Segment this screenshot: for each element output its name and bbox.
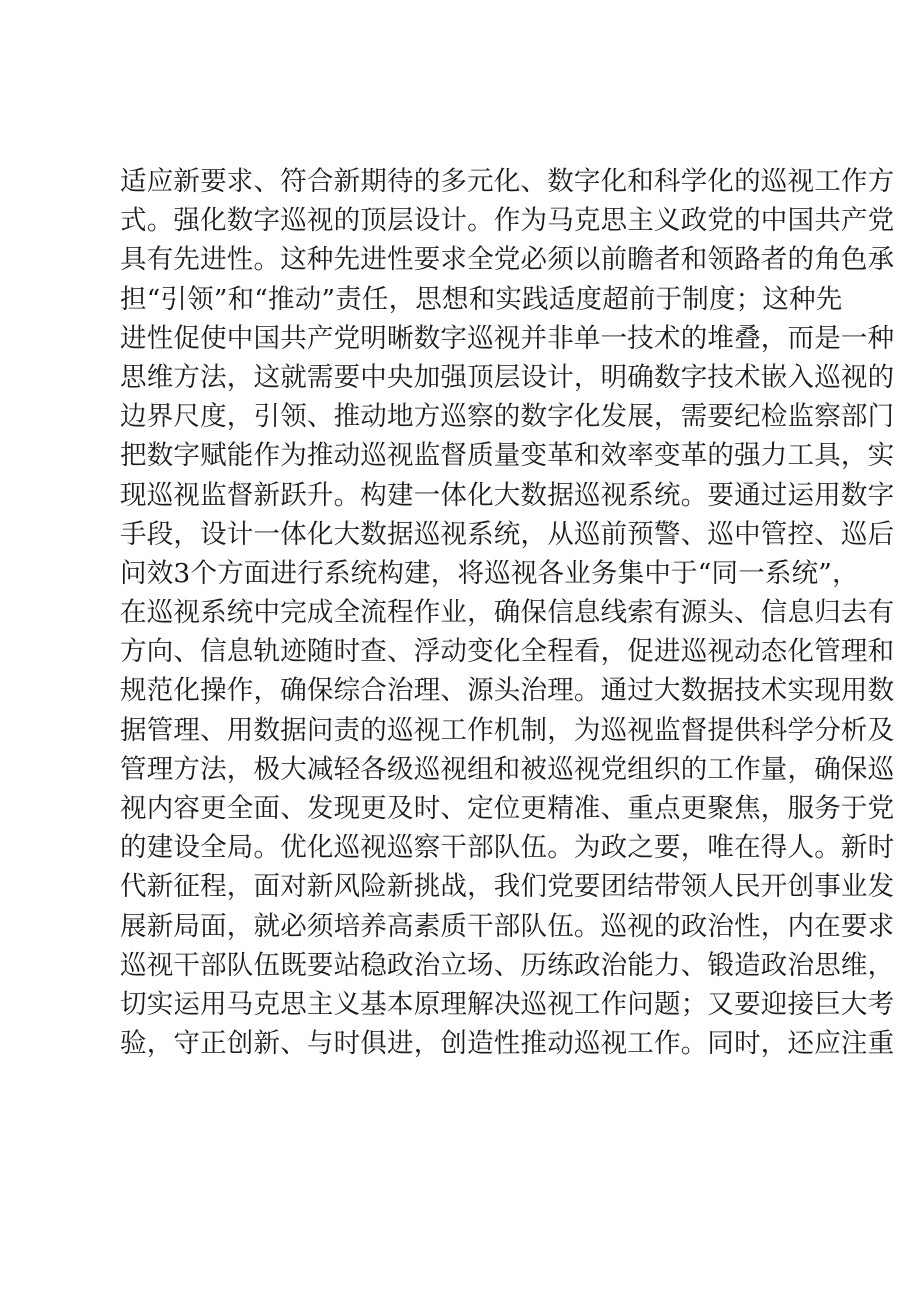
text-line: 边界尺度，引领、推动地方巡察的数字化发展，需要纪检监察部门 xyxy=(120,401,895,433)
text-line: 方向、信息轨迹随时查、浮动变化全程看，促进巡视动态化管理和 xyxy=(120,636,895,668)
text-line: 展新局面，就必须培养高素质干部队伍。巡视的政治性，内在要求 xyxy=(120,910,895,942)
text-line: 管理方法，极大减轻各级巡视组和被巡视党组织的工作量，确保巡 xyxy=(120,753,895,785)
text-line: 式。强化数字巡视的顶层设计。作为马克思主义政党的中国共产党 xyxy=(120,205,895,237)
text-line: 进性促使中国共产党明晰数字巡视并非单一技术的堆叠，而是一种 xyxy=(120,322,895,354)
text-line: 切实运用马克思主义基本原理解决巡视工作问题；又要迎接巨大考 xyxy=(120,988,895,1020)
text-line: 规范化操作，确保综合治理、源头治理。通过大数据技术实现用数 xyxy=(120,675,895,707)
body-text xyxy=(120,162,895,1063)
text-line: 的建设全局。优化巡视巡察干部队伍。为政之要，唯在得人。新时 xyxy=(120,832,895,864)
text-line: 思维方法，这就需要中央加强顶层设计，明确数字技术嵌入巡视的 xyxy=(120,361,895,393)
text-line: 据管理、用数据问责的巡视工作机制，为巡视监督提供科学分析及 xyxy=(120,714,895,746)
text-line: 现巡视监督新跃升。构建一体化大数据巡视系统。要通过运用数字 xyxy=(120,479,895,511)
text-line: 具有先进性。这种先进性要求全党必须以前瞻者和领路者的角色承 xyxy=(120,244,895,276)
text-line: 把数字赋能作为推动巡视监督质量变革和效率变革的强力工具，实 xyxy=(120,440,895,472)
text-line: 验，守正创新、与时俱进，创造性推动巡视工作。同时，还应注重 xyxy=(120,1028,895,1060)
text-line: 适应新要求、符合新期待的多元化、数字化和科学化的巡视工作方 xyxy=(120,166,895,197)
text-line: 担“引领”和“推动”责任，思想和实践适度超前于制度；这种先 xyxy=(120,283,843,315)
text-line: 手段，设计一体化大数据巡视系统，从巡前预警、巡中管控、巡后 xyxy=(120,518,895,550)
text-line: 在巡视系统中完成全流程作业，确保信息线索有源头、信息归去有 xyxy=(120,597,895,629)
text-line: 代新征程，面对新风险新挑战，我们党要团结带领人民开创事业发 xyxy=(120,871,895,903)
text-line: 巡视干部队伍既要站稳政治立场、历练政治能力、锻造政治思维， xyxy=(120,949,895,981)
text-line: 视内容更全面、发现更及时、定位更精准、重点更聚焦，服务于党 xyxy=(120,793,895,824)
text-line: 问效3个方面进行系统构建，将巡视各业务集中于“同一系统”， xyxy=(120,557,859,589)
